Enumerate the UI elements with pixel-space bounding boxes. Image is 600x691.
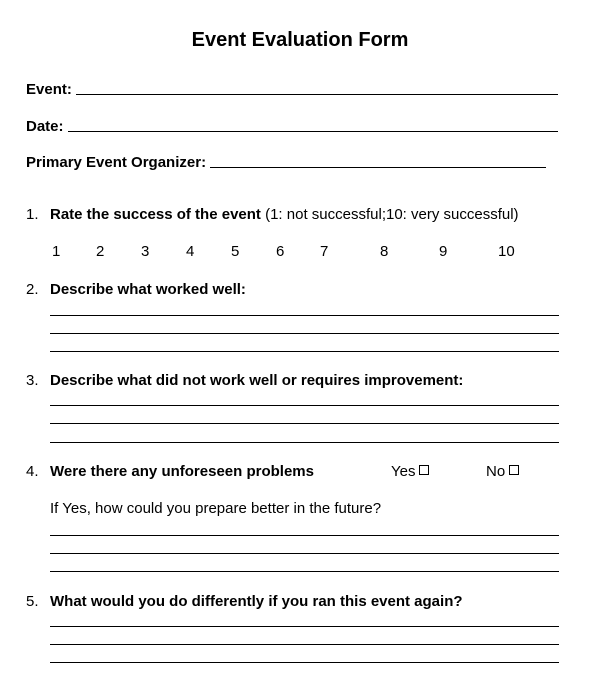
q4-answer-line[interactable] <box>50 553 559 554</box>
form-title: Event Evaluation Form <box>191 29 409 51</box>
q4-answer-line[interactable] <box>50 571 559 572</box>
q3-answer-line[interactable] <box>50 405 559 406</box>
rating-option-1[interactable]: 1 <box>52 243 61 260</box>
q2-answer-line[interactable] <box>50 315 559 316</box>
q1-question <box>50 206 519 223</box>
q4-followup-text: If Yes, how could you prepare better in the future? <box>50 500 382 517</box>
q5-number: 5. <box>26 593 39 610</box>
date-input-line[interactable] <box>68 131 558 132</box>
q3-text: Describe what did not work well or requires improvement: <box>50 372 464 389</box>
q5-answer-line[interactable] <box>50 626 559 627</box>
yes-checkbox[interactable] <box>419 465 429 475</box>
q1-text: Rate the success of the event <box>50 206 261 223</box>
yes-option[interactable] <box>391 463 429 480</box>
date-field[interactable] <box>26 115 558 135</box>
q2-answer-line[interactable] <box>50 333 559 334</box>
event-input-line[interactable] <box>76 94 558 95</box>
rating-option-6[interactable]: 6 <box>276 243 285 260</box>
rating-option-5[interactable]: 5 <box>231 243 240 260</box>
q4-answer-line[interactable] <box>50 535 559 536</box>
rating-option-8[interactable]: 8 <box>380 243 389 260</box>
no-label: No <box>486 463 506 480</box>
q4-text: Were there any unforeseen problems <box>50 463 314 480</box>
rating-option-4[interactable]: 4 <box>186 243 195 260</box>
date-label: Date: <box>26 118 64 135</box>
no-checkbox[interactable] <box>509 465 519 475</box>
q4-number: 4. <box>26 463 39 480</box>
rating-option-10[interactable]: 10 <box>498 243 515 260</box>
q5-text: What would you do differently if you ran this event again? <box>50 593 463 610</box>
yes-label: Yes <box>391 463 416 480</box>
q2-answer-line[interactable] <box>50 351 559 352</box>
organizer-input-line[interactable] <box>210 167 546 168</box>
q5-answer-line[interactable] <box>50 662 559 663</box>
q2-number: 2. <box>26 281 39 298</box>
rating-option-7[interactable]: 7 <box>320 243 329 260</box>
organizer-field[interactable] <box>26 151 546 171</box>
q3-answer-line[interactable] <box>50 423 559 424</box>
q3-number: 3. <box>26 372 39 389</box>
event-field[interactable] <box>26 78 558 98</box>
q2-text: Describe what worked well: <box>50 281 246 298</box>
no-option[interactable] <box>486 463 519 480</box>
q3-answer-line[interactable] <box>50 442 559 443</box>
q1-number: 1. <box>26 206 39 223</box>
q5-answer-line[interactable] <box>50 644 559 645</box>
rating-option-3[interactable]: 3 <box>141 243 150 260</box>
organizer-label: Primary Event Organizer: <box>26 154 207 171</box>
rating-option-2[interactable]: 2 <box>96 243 105 260</box>
event-label: Event: <box>26 81 72 98</box>
rating-option-9[interactable]: 9 <box>439 243 448 260</box>
q1-scale-note: (1: not successful;10: very successful) <box>265 206 519 223</box>
